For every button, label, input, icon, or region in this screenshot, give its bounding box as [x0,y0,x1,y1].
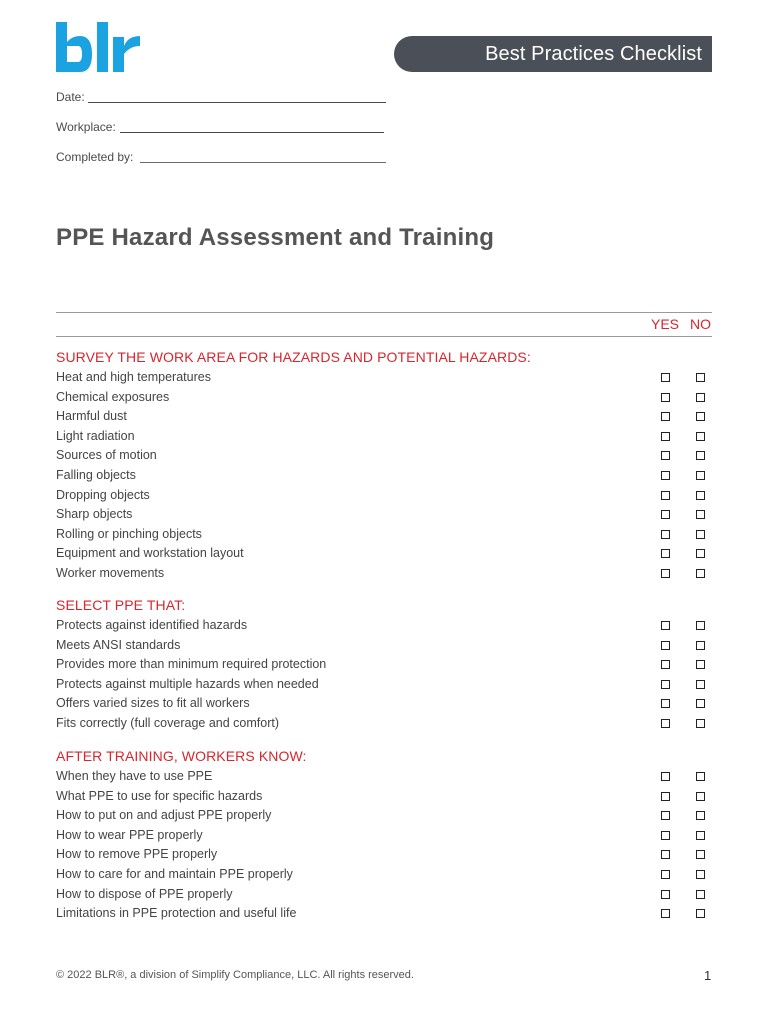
date-line [88,102,386,103]
no-checkbox[interactable] [696,641,705,650]
no-column-header: NO [690,316,711,332]
checklist-row [56,787,712,806]
checklist-item-label: Equipment and workstation layout [56,546,244,561]
checklist-item-label: Rolling or pinching objects [56,526,202,541]
yes-checkbox[interactable] [661,772,670,781]
no-checkbox[interactable] [696,451,705,460]
yes-checkbox[interactable] [661,393,670,402]
yes-column-header: YES [651,316,680,332]
checklist-item-label: Chemical exposures [56,389,170,404]
checklist-row [56,564,712,583]
no-checkbox[interactable] [696,393,705,402]
no-checkbox[interactable] [696,699,705,708]
no-checkbox[interactable] [696,530,705,539]
checklist-item-label: How to care for and maintain PPE properly [56,867,293,881]
section-title: SURVEY THE WORK AREA FOR HAZARDS AND POTENTIAL HAZARDS: [56,349,531,365]
no-checkbox[interactable] [696,680,705,689]
checklist-row [56,505,712,524]
checklist-item-label: Protects against multiple hazards when needed [56,676,319,691]
section-title: AFTER TRAINING, WORKERS KNOW: [56,748,307,764]
checklist-item-label: How to remove PPE properly [56,847,218,862]
yes-checkbox[interactable] [661,719,670,728]
workplace-label: Workplace: [56,120,116,134]
yes-checkbox[interactable] [661,510,670,519]
no-checkbox[interactable] [696,549,705,558]
checklist-item-label: Falling objects [56,468,136,482]
yes-checkbox[interactable] [661,699,670,708]
checklist-row [56,636,712,655]
yes-checkbox[interactable] [661,890,670,899]
yes-checkbox[interactable] [661,471,670,480]
yes-checkbox[interactable] [661,660,670,669]
checklist-row [56,446,712,465]
checklist-row [56,388,712,407]
checklist-row [56,904,712,923]
no-checkbox[interactable] [696,412,705,421]
no-checkbox[interactable] [696,719,705,728]
no-checkbox[interactable] [696,621,705,630]
yes-checkbox[interactable] [661,549,670,558]
checklist-item-label: Protects against identified hazards [56,618,248,632]
no-checkbox[interactable] [696,792,705,801]
section-title: SELECT PPE THAT: [56,597,186,613]
checklist-item-label: Light radiation [56,428,135,443]
checklist-item-label: Sharp objects [56,507,133,522]
yes-checkbox[interactable] [661,491,670,500]
checklist-row [56,675,712,694]
yes-checkbox[interactable] [661,530,670,539]
checklist-row [56,885,712,904]
checklist-row [56,694,712,713]
checklist-item-label: Heat and high temperatures [56,370,211,384]
no-checkbox[interactable] [696,850,705,859]
date-label: Date: [56,90,85,104]
checklist-row [56,407,712,426]
checklist-item-label: Harmful dust [56,409,127,424]
checklist-item-label: Dropping objects [56,487,150,502]
checklist-item-label: When they have to use PPE [56,769,213,783]
no-checkbox[interactable] [696,569,705,578]
checklist-item-label: Provides more than minimum required protection [56,657,327,672]
yes-checkbox[interactable] [661,432,670,441]
date-field[interactable] [56,90,386,106]
no-checkbox[interactable] [696,510,705,519]
checklist-item-label: Sources of motion [56,448,157,463]
no-checkbox[interactable] [696,471,705,480]
no-checkbox[interactable] [696,890,705,899]
no-checkbox[interactable] [696,772,705,781]
page-title: PPE Hazard Assessment and Training [56,224,495,251]
completed-by-label: Completed by: [56,150,134,164]
no-checkbox[interactable] [696,660,705,669]
yes-checkbox[interactable] [661,621,670,630]
yes-checkbox[interactable] [661,641,670,650]
yes-checkbox[interactable] [661,811,670,820]
no-checkbox[interactable] [696,432,705,441]
no-checkbox[interactable] [696,870,705,879]
document-type-banner: Best Practices Checklist [394,36,712,72]
yes-checkbox[interactable] [661,831,670,840]
checklist-row [56,427,712,446]
checklist-row [56,525,712,544]
no-checkbox[interactable] [696,491,705,500]
completed-by-line [140,162,386,163]
checklist-item-label: Offers varied sizes to fit all workers [56,696,250,711]
checklist-item-label: How to wear PPE properly [56,827,203,842]
yes-checkbox[interactable] [661,870,670,879]
yes-checkbox[interactable] [661,792,670,801]
checklist-row [56,845,712,864]
checklist-row [56,655,712,674]
workplace-field[interactable] [56,120,384,136]
no-checkbox[interactable] [696,811,705,820]
checklist-row [56,806,712,825]
workplace-line [120,132,384,133]
yes-checkbox[interactable] [661,680,670,689]
blr-logo [56,20,140,74]
checklist-row [56,865,712,884]
completed-by-field[interactable] [56,150,386,166]
header-rule [56,336,712,337]
checklist-row [56,466,712,485]
checklist-item-label: Limitations in PPE protection and useful life [56,906,297,921]
checklist-item-label: How to dispose of PPE properly [56,886,233,901]
checklist-row [56,544,712,563]
checklist-row [56,826,712,845]
top-rule [56,312,712,313]
yes-checkbox[interactable] [661,412,670,421]
checklist-item-label: What PPE to use for specific hazards [56,788,263,803]
yes-checkbox[interactable] [661,850,670,859]
yes-checkbox[interactable] [661,909,670,918]
no-checkbox[interactable] [696,909,705,918]
checklist-row [56,714,712,733]
checklist-row [56,616,712,635]
checklist-row [56,767,712,786]
yes-checkbox[interactable] [661,569,670,578]
checklist-item-label: Meets ANSI standards [56,637,181,652]
checklist-row [56,486,712,505]
checklist-row [56,368,712,387]
checklist-item-label: How to put on and adjust PPE properly [56,808,272,823]
checklist-item-label: Worker movements [56,566,165,580]
yes-checkbox[interactable] [661,451,670,460]
yes-checkbox[interactable] [661,373,670,382]
page-number: 1 [704,968,712,983]
checklist-item-label: Fits correctly (full coverage and comfort) [56,716,279,730]
no-checkbox[interactable] [696,373,705,382]
no-checkbox[interactable] [696,831,705,840]
copyright-footer: © 2022 BLR®, a division of Simplify Compliance, LLC. All rights reserved. [56,969,414,981]
